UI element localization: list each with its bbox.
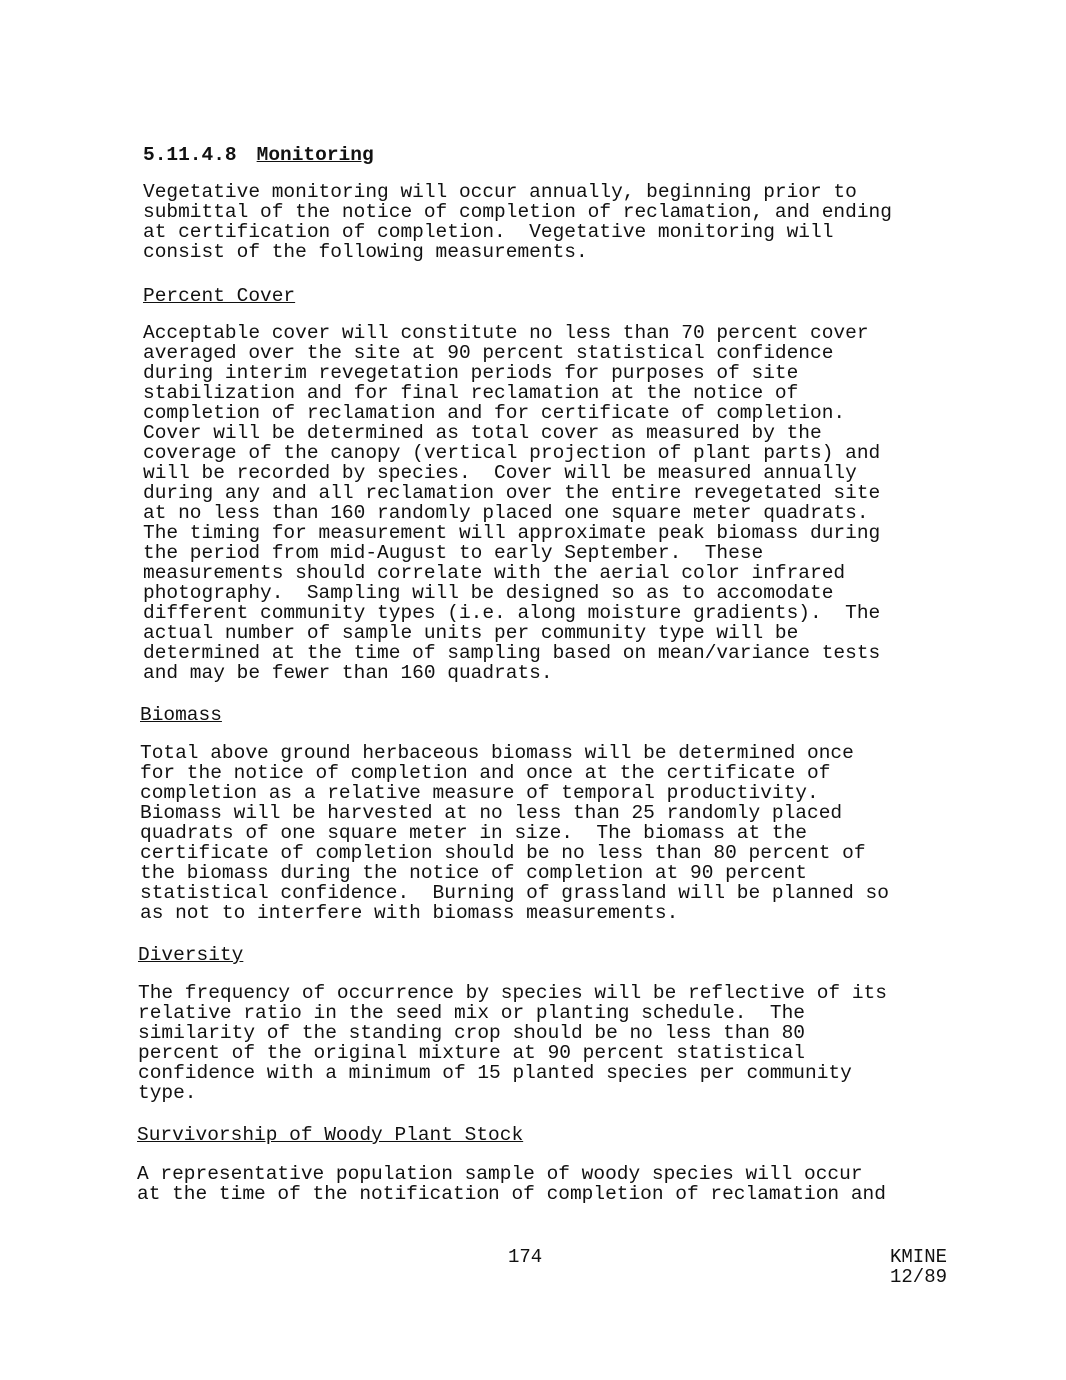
paragraph-biomass: Total above ground herbaceous biomass will be determined once for the notice of completion and once at the certificate of completion as a relative measure of temporal productivity. Biomass will be harvested at no less than 25 randomly placed quadrats of one square meter in size. The biomass at the certificate of completion should be no less than 80 percent of the biomass during the notice of completion at 90 percent statistical confidence. Burning of grassland will be planned so as not to interfere with biomass measurements. <box>140 742 889 924</box>
page-number: 174 <box>508 1246 543 1268</box>
footer-document-id <box>872 1247 947 1287</box>
subheading-percent-cover: Percent Cover <box>143 285 296 307</box>
footer-date: 12/89 <box>889 1266 947 1288</box>
subheading-diversity: Diversity <box>138 944 244 966</box>
section-heading <box>143 145 374 165</box>
paragraph-percent-cover: Acceptable cover will constitute no less than 70 percent cover averaged over the site at 90 percent statistical confidence during interim revegetation periods for purposes of site stabilization and for final reclamation at the notice of completion of reclamation and for certificate of completion. Cover will be determined as total cover as measured by the coverage of the canopy (vertical projection of plant parts) and will be recorded by species. Cover will be measured annually during any and all reclamation over the entire revegetated site at no less than 160 randomly placed one square meter quadrats. The timing for measurement will approximate peak biomass during the period from mid-August to early September. These measurements should correlate with the aerial color infrared photography. Sampling will be designed so as to accomodate different community types (i.e. along moisture gradients). The actual number of sample units per community type will be determined at the time of sampling based on mean/variance tests and may be fewer than 160 quadrats. <box>143 322 881 684</box>
paragraph-diversity: The frequency of occurrence by species will be reflective of its relative ratio in the seed mix or planting schedule. The similarity of the standing crop should be no less than 80 percent of the original mixture at 90 percent statistical confidence with a minimum of 15 planted species per community type. <box>138 982 887 1104</box>
section-title: Monitoring <box>256 144 374 166</box>
footer-doc-code: KMINE <box>889 1246 947 1268</box>
subheading-survivorship: Survivorship of Woody Plant Stock <box>137 1124 524 1146</box>
intro-paragraph: Vegetative monitoring will occur annually, beginning prior to submittal of the notice of completion of reclamation, and ending at certification of completion. Vegetative monitoring will consist of the following measurements. <box>143 181 892 263</box>
section-number: 5.11.4.8 <box>143 144 237 166</box>
subheading-biomass: Biomass <box>140 704 222 726</box>
paragraph-survivorship: A representative population sample of woody species will occur at the time of the notification of completion of reclamation and <box>137 1163 886 1205</box>
